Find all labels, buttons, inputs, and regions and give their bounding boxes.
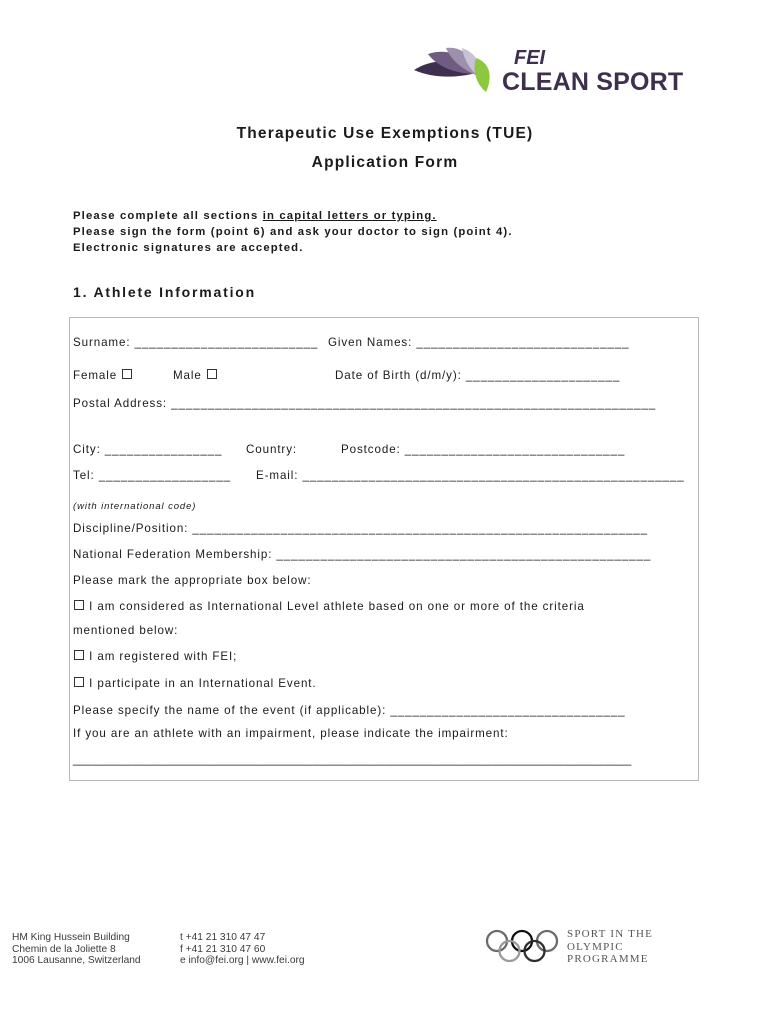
olympic-line: OLYMPIC [567, 940, 624, 953]
male-label: Male [173, 369, 202, 382]
female-label: Female [73, 369, 118, 382]
page-title: Therapeutic Use Exemptions (TUE) [236, 125, 534, 142]
address-line: 1006 Lausanne, Switzerland [12, 955, 141, 966]
postcode-field[interactable]: Postcode: ______________________________ [341, 443, 626, 456]
clean-sport-wordmark: CLEAN SPORT [502, 68, 684, 96]
instruction-line-3: Electronic signatures are accepted. [73, 242, 304, 254]
international-code-note: (with international code) [73, 501, 197, 512]
city-field[interactable]: City: ________________ [73, 443, 223, 456]
olympic-line: SPORT IN THE [567, 928, 654, 940]
impairment-field[interactable]: ____________________________________________________________________________________ [73, 753, 632, 766]
address-line: Chemin de la Joliette 8 [12, 943, 116, 955]
nf-membership-field[interactable]: National Federation Membership: ___________________________________________________ [73, 548, 652, 561]
fax: f +41 21 310 47 60 [180, 943, 266, 955]
olympic-rings-icon [484, 928, 562, 964]
impairment-prompt: If you are an athlete with an impairment, please indicate the impairment: [73, 727, 509, 740]
instruction-line-2: Please sign the form (point 6) and ask your doctor to sign (point 4). [73, 226, 513, 238]
discipline-field[interactable]: Discipline/Position: ______________________________________________________________ [73, 522, 648, 535]
male-checkbox[interactable] [207, 369, 217, 379]
international-level-checkbox[interactable] [74, 600, 84, 610]
fei-clean-sport-logo [410, 44, 700, 96]
postal-address-field[interactable]: Postal Address: __________________________________________________________________ [73, 397, 657, 410]
option-international-event[interactable] [73, 677, 317, 690]
fei-wordmark: FEI [514, 47, 546, 69]
olympic-programme-text [567, 928, 653, 966]
option-international-level-cont: mentioned below: [73, 624, 179, 637]
address-line: HM King Hussein Building [12, 932, 130, 943]
instruction-line-1 [73, 208, 513, 224]
male-option[interactable] [173, 369, 218, 382]
option-international-level[interactable] [73, 600, 585, 613]
leaf-emblem-icon [410, 44, 500, 96]
event-name-field[interactable]: Please specify the name of the event (if applicable): ________________________________ [73, 704, 626, 717]
footer-contact [180, 932, 305, 967]
tel-field[interactable]: Tel: __________________ [73, 469, 232, 482]
registered-fei-label: I am registered with FEI; [89, 650, 238, 663]
option-registered-fei[interactable] [73, 650, 237, 663]
olympic-line: PROGRAMME [567, 953, 649, 965]
registered-fei-checkbox[interactable] [74, 650, 84, 660]
international-level-label: I am considered as International Level athlete based on one or more of the criteria [89, 600, 585, 613]
surname-field[interactable]: Surname: _________________________ [73, 336, 319, 349]
section-heading: 1. Athlete Information [73, 284, 256, 300]
instructions [73, 208, 513, 256]
page-subtitle: Application Form [311, 154, 459, 171]
given-names-field[interactable]: Given Names: _____________________________ [328, 336, 630, 349]
email-web: e info@fei.org | www.fei.org [180, 955, 305, 966]
instruction-underlined: in capital letters or typing. [262, 210, 437, 222]
female-checkbox[interactable] [122, 369, 132, 379]
international-event-checkbox[interactable] [74, 677, 84, 687]
country-field[interactable]: Country: [246, 443, 298, 456]
date-of-birth-field[interactable]: Date of Birth (d/m/y): _____________________ [335, 369, 621, 382]
email-field[interactable]: E-mail: ____________________________________________________ [256, 469, 685, 482]
international-event-label: I participate in an International Event. [89, 677, 317, 690]
mark-box-instruction: Please mark the appropriate box below: [73, 574, 312, 587]
female-option[interactable] [73, 369, 133, 382]
instruction-text: Please complete all sections [73, 210, 263, 222]
footer-address [12, 932, 141, 967]
phone: t +41 21 310 47 47 [180, 932, 266, 943]
